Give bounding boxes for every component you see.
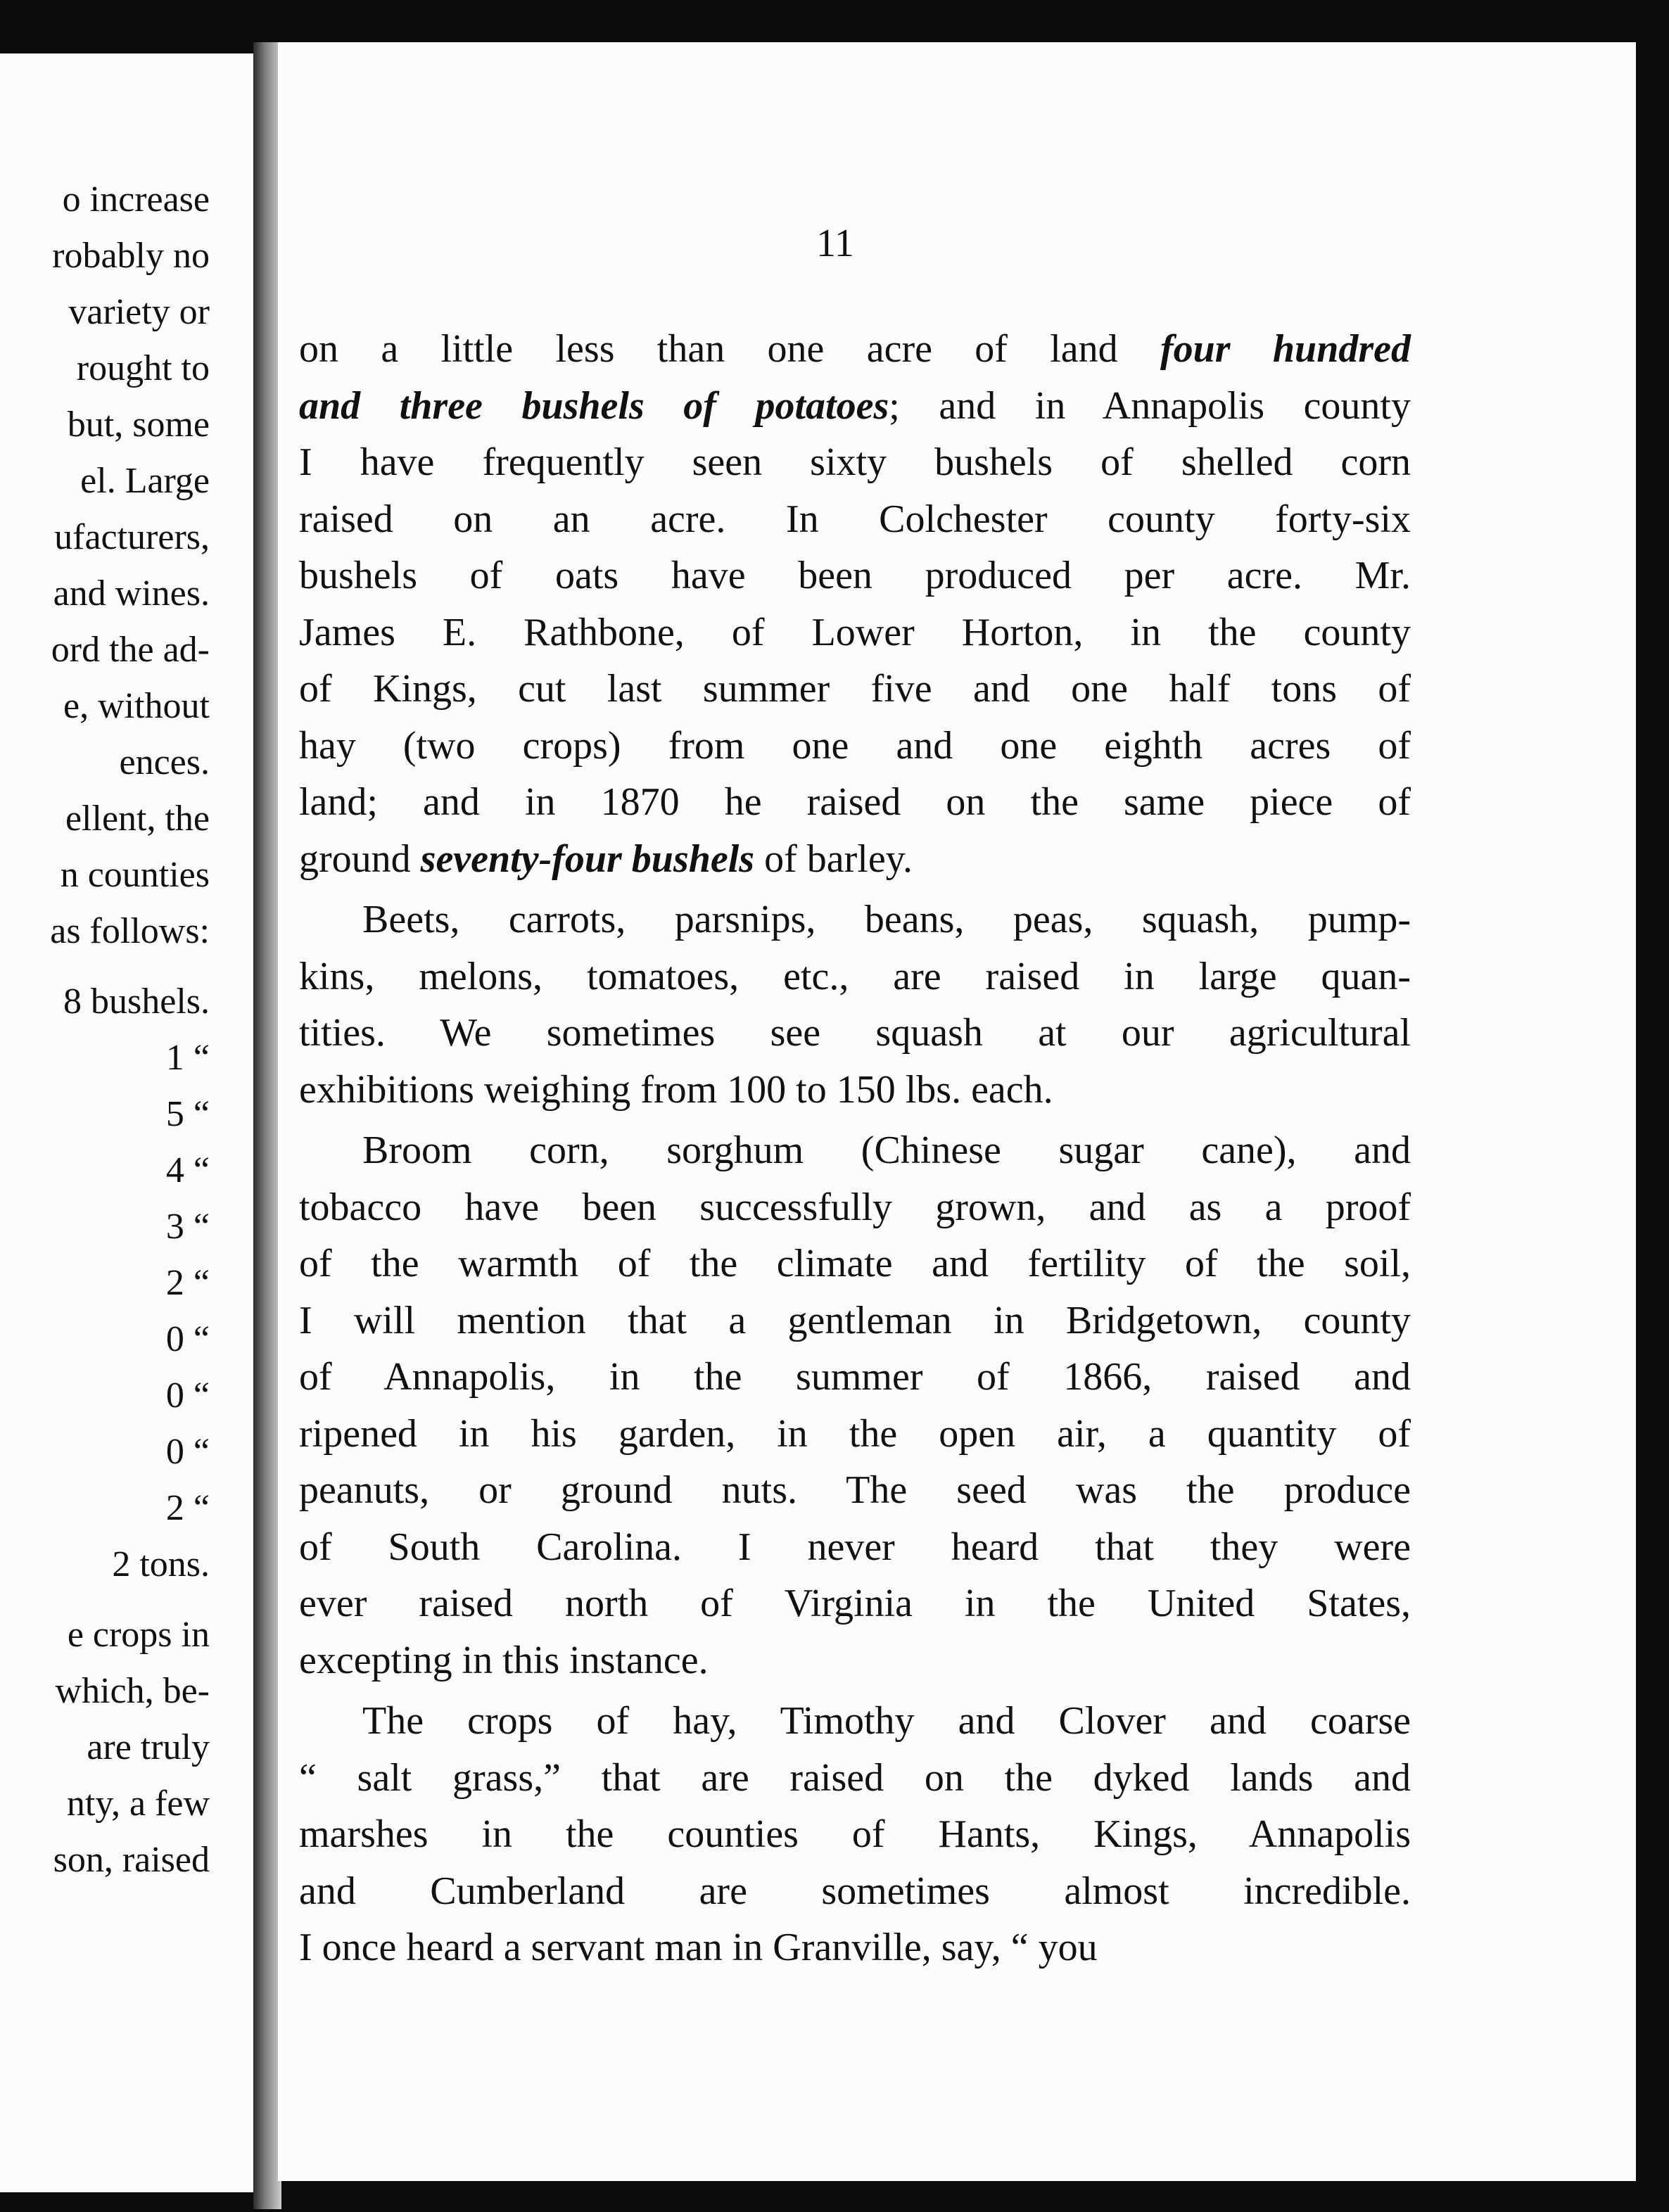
page-body-text	[299, 321, 1411, 1976]
left-page-line: and wines.	[53, 573, 210, 614]
text-line: Broom corn, sorghum (Chinese sugar cane), and	[362, 1129, 1411, 1172]
text-line: of Annapolis, in the summer of 1866, raised and	[299, 1355, 1411, 1399]
left-page-line: 2 tons.	[112, 1544, 210, 1584]
left-page-line: ord the ad-	[51, 630, 210, 670]
italic-phrase: four hundred	[1160, 327, 1411, 371]
left-page-line: son, raised	[53, 1840, 210, 1880]
italic-phrase: seventy-four bushels	[420, 837, 755, 881]
book-gutter	[253, 42, 281, 2209]
left-page-line: rought to	[76, 348, 210, 388]
left-page-line: which, be-	[55, 1671, 210, 1711]
text-line: I will mention that a gentleman in Bridgetown, county	[299, 1298, 1411, 1342]
left-page-line: 0 “	[165, 1319, 210, 1359]
italic-phrase: and three bushels of potatoes	[299, 383, 889, 428]
left-page-line: ellent, the	[65, 799, 210, 839]
text-line: kins, melons, tomatoes, etc., are raised in large quan-	[299, 954, 1411, 998]
left-page-line: 0 “	[165, 1375, 210, 1416]
text-line: bushels of oats have been produced per acre. Mr.	[299, 554, 1411, 597]
text-line: James E. Rathbone, of Lower Horton, in the county	[299, 610, 1411, 654]
left-page-line: variety or	[68, 292, 210, 332]
text-line: raised on an acre. In Colchester county forty-six	[299, 497, 1411, 541]
text-line: excepting in this instance.	[299, 1638, 709, 1682]
text-line: on a little less than one acre of land four hundred	[299, 327, 1411, 371]
left-page-line: ences.	[119, 742, 210, 782]
left-page-line: as follows:	[50, 911, 210, 951]
text-line: Beets, carrots, parsnips, beans, peas, squash, pump-	[362, 898, 1411, 941]
text-line: and Cumberland are sometimes almost incredible.	[299, 1869, 1411, 1913]
left-page-line: e, without	[63, 686, 210, 726]
text-line: of the warmth of the climate and fertility of the soil,	[299, 1242, 1411, 1285]
text-line: ever raised north of Virginia in the United States,	[299, 1582, 1411, 1625]
text-line: I once heard a servant man in Granville, say, “ you	[299, 1926, 1098, 1969]
left-page-line: n counties	[60, 855, 210, 895]
left-page-line: el. Large	[80, 461, 210, 501]
left-page-line: ufacturers,	[54, 517, 210, 557]
text-line: ground seventy-four bushels of barley.	[299, 837, 913, 881]
left-page-line: 8 bushels.	[63, 981, 210, 1022]
text-line: exhibitions weighing from 100 to 150 lbs. each.	[299, 1067, 1053, 1112]
text-line: tobacco have been successfully grown, and as a proof	[299, 1185, 1411, 1229]
text-line: peanuts, or ground nuts. The seed was the produce	[299, 1468, 1411, 1512]
previous-page-fragment	[0, 53, 260, 2192]
text-line: The crops of hay, Timothy and Clover and coarse	[362, 1699, 1411, 1743]
left-page-line: 4 “	[165, 1150, 210, 1190]
text-line: and three bushels of potatoes; and in Annapolis county	[299, 383, 1411, 428]
left-page-line: but, some	[67, 405, 210, 445]
text-line: marshes in the counties of Hants, Kings, Annapolis	[299, 1812, 1411, 1856]
left-page-line: o increase	[62, 179, 210, 220]
left-page-line: are truly	[87, 1727, 210, 1767]
text-line: tities. We sometimes see squash at our agricultural	[299, 1011, 1411, 1055]
left-page-line: 1 “	[165, 1038, 210, 1078]
left-page-line: e crops in	[67, 1615, 210, 1655]
page-number: 11	[816, 222, 854, 265]
left-page-line: 0 “	[165, 1432, 210, 1472]
text-line: of South Carolina. I never heard that they were	[299, 1525, 1411, 1569]
text-line: ripened in his garden, in the open air, a quantity of	[299, 1411, 1411, 1456]
left-page-line: 2 “	[165, 1488, 210, 1528]
left-page-line: 3 “	[165, 1207, 210, 1247]
text-line: of Kings, cut last summer five and one half tons of	[299, 667, 1411, 711]
text-line: hay (two crops) from one and one eighth acres of	[299, 723, 1411, 768]
text-line: I have frequently seen sixty bushels of shelled corn	[299, 440, 1411, 484]
left-page-line: 2 “	[165, 1263, 210, 1303]
text-line: land; and in 1870 he raised on the same piece of	[299, 780, 1411, 824]
text-line: “ salt grass,” that are raised on the dyked lands and	[299, 1755, 1411, 1800]
left-page-line: nty, a few	[66, 1784, 210, 1824]
left-page-line: 5 “	[165, 1094, 210, 1134]
left-page-line: robably no	[52, 236, 210, 276]
